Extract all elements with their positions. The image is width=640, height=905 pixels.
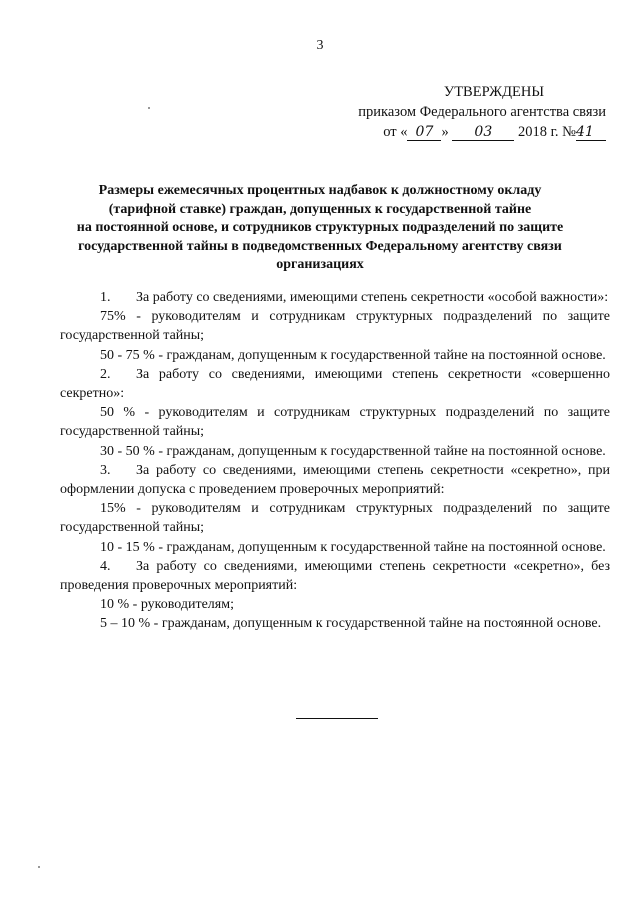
title-line: организациях [276, 257, 364, 273]
item-text: За работу со сведениями, имеющими степень секретности «особой важности»: [136, 290, 609, 305]
title-line: на постоянной основе, и сотрудников структурных подразделений по защите [76, 220, 564, 236]
title-line: (тарифной ставке) граждан, допущенных к государственной тайне [108, 201, 532, 217]
handwritten-order-number: 41 [576, 125, 606, 141]
scan-speck [38, 866, 40, 868]
approval-block [358, 82, 606, 142]
sub-clause: 50 - 75 % - гражданам, допущенным к государственной тайне на постоянной основе. [100, 347, 606, 363]
item-text: За работу со сведениями, имеющими степень секретности «секретно», при оформлении допуска с проведением проверочных мероприятий: [60, 462, 610, 498]
item-2 [60, 365, 610, 403]
item-text: За работу со сведениями, имеющими степень секретности «совершенно секретно»: [60, 366, 610, 402]
sub-clause: 15% - руководителям и сотрудникам структурных подразделений по защите государственной тайны; [60, 501, 610, 536]
document-title [60, 182, 580, 275]
approval-title: УТВЕРЖДЕНЫ [443, 84, 544, 100]
title-line: Размеры ежемесячных процентных надбавок к должностному окладу [98, 183, 542, 198]
sub-clause: 50 % - руководителям и сотрудникам структурных подразделений по защите государственной тайны; [60, 405, 610, 440]
sub-clause: 10 - 15 % - гражданам, допущенным к государственной тайне на постоянной основе. [100, 539, 606, 555]
item-4 [60, 557, 610, 595]
item-number: 4. [100, 558, 111, 574]
sub-clause: 75% - руководителям и сотрудникам структурных подразделений по защите государственной тайны; [60, 309, 610, 344]
page-number: 3 [316, 38, 324, 53]
item-number: 3. [100, 462, 111, 478]
item-number: 1. [100, 290, 111, 305]
date-mid: » [441, 124, 449, 140]
handwritten-day: 07 [407, 125, 441, 141]
item-3 [60, 461, 610, 499]
handwritten-month: 03 [452, 125, 514, 141]
item-number: 2. [100, 366, 111, 382]
closing-separator-line [296, 718, 378, 719]
sub-clause: 10 % - руководителям; [100, 597, 234, 613]
approval-order-line: приказом Федерального агентства связи [358, 104, 606, 120]
item-1 [60, 288, 610, 307]
approval-date-line [358, 122, 606, 142]
document-body [60, 288, 610, 634]
year-text: 2018 г. № [517, 124, 576, 140]
sub-clause: 5 – 10 % - гражданам, допущенным к государственной тайне на постоянной основе. [100, 616, 602, 632]
date-prefix: от « [383, 124, 408, 140]
title-line: государственной тайны в подведомственных Федеральному агентству связи [78, 238, 562, 254]
item-text: За работу со сведениями, имеющими степень секретности «секретно», без проведения проверочных мероприятий: [60, 558, 610, 594]
sub-clause: 30 - 50 % - гражданам, допущенным к государственной тайне на постоянной основе. [100, 443, 606, 459]
scan-speck [148, 107, 150, 109]
